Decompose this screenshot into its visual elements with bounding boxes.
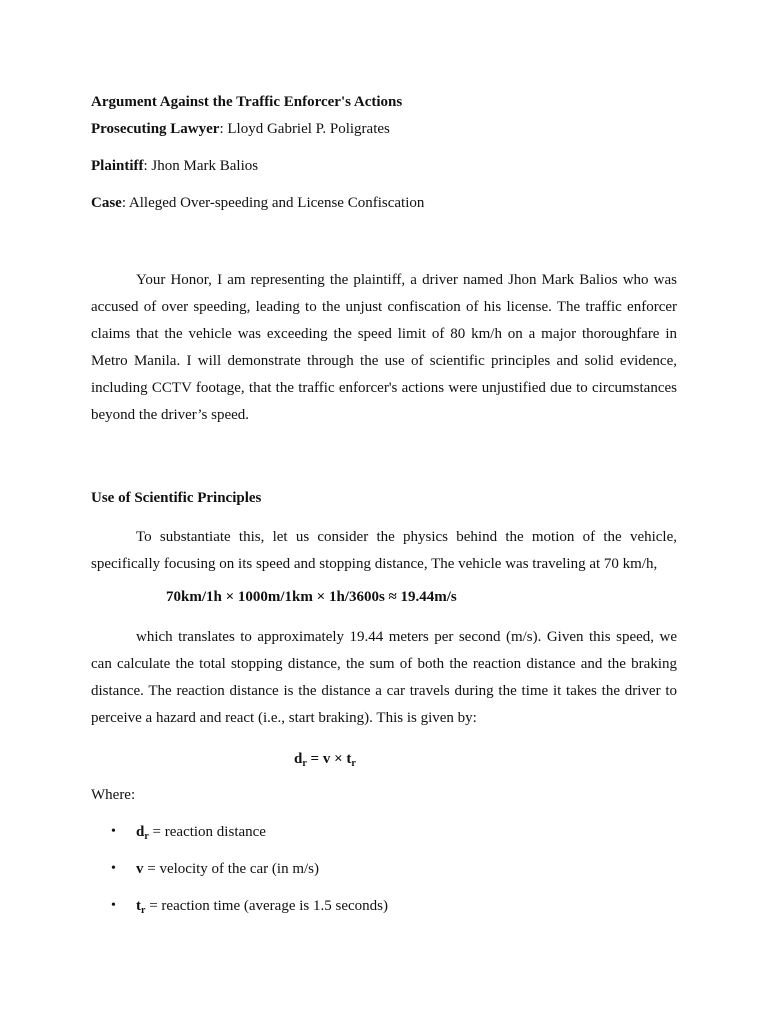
reaction-distance-formula: $d_r = v \times t_r$: [294, 751, 356, 769]
intro-paragraph: Your Honor, I am representing the plaintiff, a driver named Jhon Mark Balios who was accused of over speeding, leading to the unjust confiscation of his license. The traffic enforcer claims that the vehicle was exceeding the speed limit of 80 km/h on a major thoroughfare in Metro Manila. I will demonstrate through the use of scientific principles and solid evidence, including CCTV footage, that the traffic enforcer's actions were unjustified due to circumstances beyond the driver’s speed.: [91, 272, 677, 423]
lawyer-name: : Lloyd Gabriel P. Poligrates: [219, 121, 390, 137]
plaintiff-label: Plaintiff: [91, 158, 144, 174]
reaction-distance-paragraph: which translates to approximately 19.44 meters per second (m/s). Given this speed, we can calculate the total stopping distance, the sum of both the reaction distance and the braking distance. The reaction distance is the distance a car travels during the time it takes the driver to perceive a hazard and react (i.e., start braking). This is given by:: [91, 629, 677, 726]
lawyer-line: [91, 119, 677, 139]
list-item: • v = velocity of the car (in m/s): [111, 861, 319, 877]
definition-list: [91, 822, 677, 916]
bullet-icon: •: [111, 898, 116, 913]
speed-conversion-formula: 70km/1h × 1000m/1km × 1h/3600s ≈ 19.44m/s: [166, 589, 457, 605]
bullet-icon: •: [111, 824, 116, 839]
list-item: • $t_r$ = reaction time (average is 1.5 seconds): [111, 898, 388, 916]
lawyer-label: Prosecuting Lawyer: [91, 121, 220, 137]
case-text: : Alleged Over-speeding and License Confiscation: [121, 195, 425, 211]
where-label: Where:: [91, 787, 136, 803]
list-item: • $d_r$ = reaction distance: [111, 824, 266, 842]
document-page: [91, 92, 677, 933]
physics-paragraph: To substantiate this, let us consider the physics behind the motion of the vehicle, specifically focusing on its speed and stopping distance, The vehicle was traveling at 70 km/h,: [91, 529, 677, 572]
document-title: Argument Against the Traffic Enforcer's Actions: [91, 94, 403, 110]
plaintiff-name: : Jhon Mark Balios: [143, 158, 259, 174]
case-label: Case: [91, 195, 122, 211]
section-heading-scientific-principles: Use of Scientific Principles: [91, 490, 262, 506]
plaintiff-line: [91, 156, 677, 176]
bullet-icon: •: [111, 861, 116, 876]
case-line: [91, 193, 677, 213]
